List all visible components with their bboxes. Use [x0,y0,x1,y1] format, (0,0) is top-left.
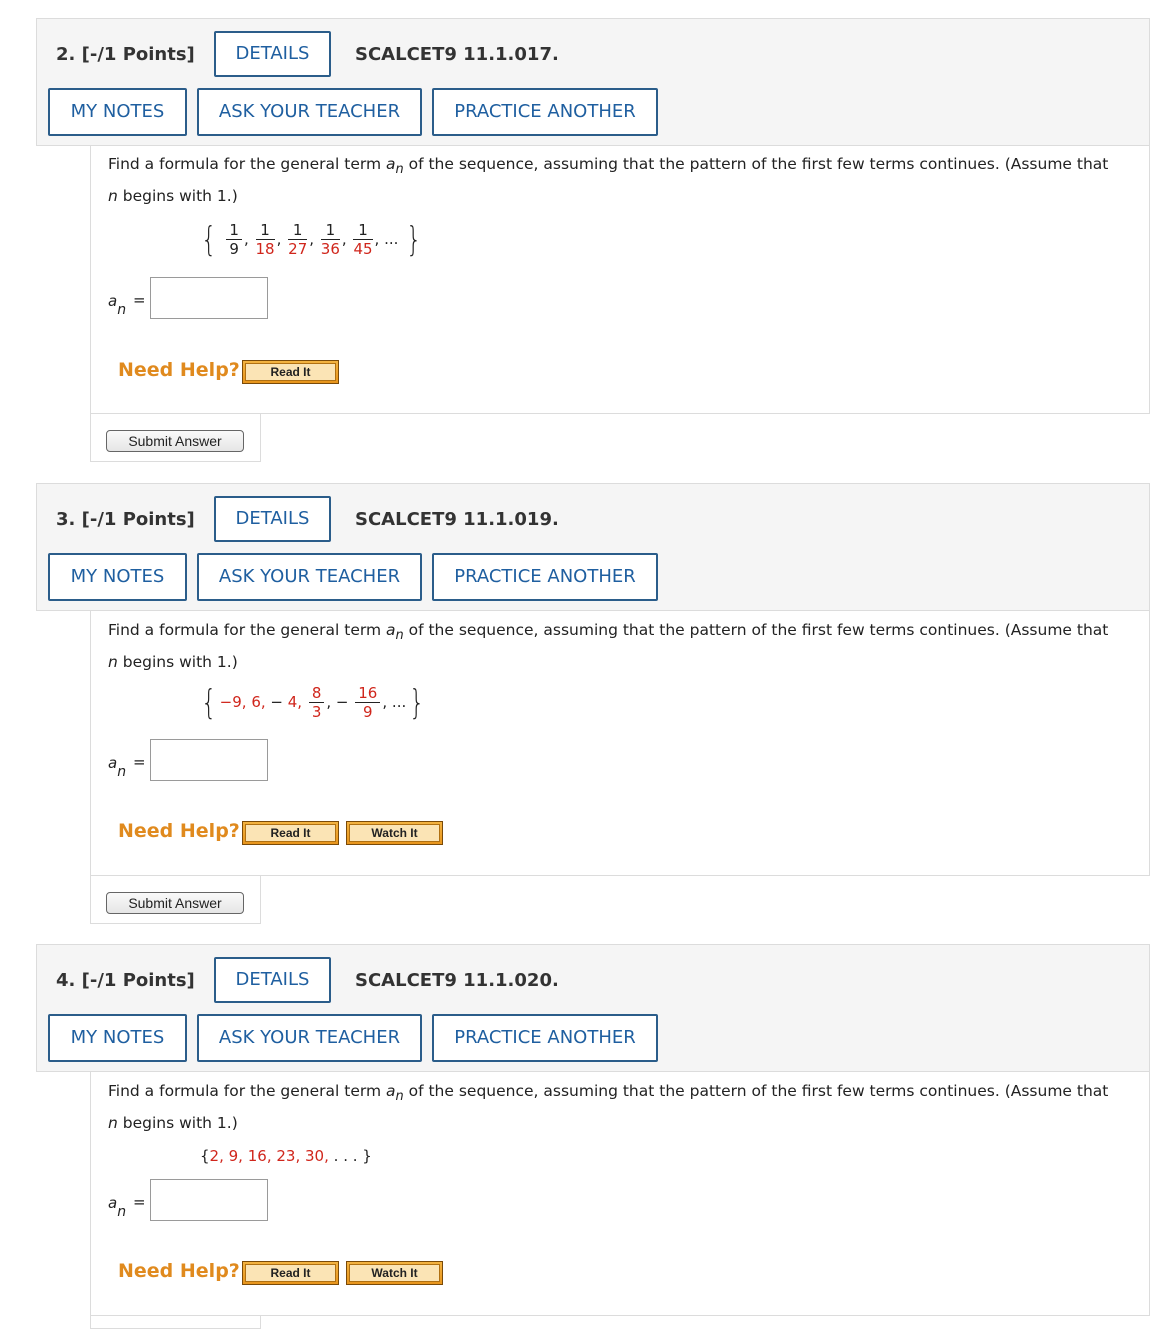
answer-input[interactable] [150,1179,268,1221]
sequence-term: 30, [305,1147,329,1165]
read-it-button[interactable]: Read It [242,821,339,845]
question-id: SCALCET9 11.1.019. [355,509,559,530]
sequence-term: 6, [251,693,266,711]
answer-input[interactable] [150,277,268,319]
question-id: SCALCET9 11.1.020. [355,970,559,991]
sequence-display: { −9, 6, − 4, $\frac{8}{3}$ , − $\frac{16}{9}$ , ...} [201,682,425,723]
sequence-term: $\frac{1}{9}$ [226,221,242,258]
answer-equals: = [133,1193,146,1211]
practice-another-button[interactable]: PRACTICE ANOTHER [432,88,658,136]
answer-input[interactable] [150,739,268,781]
submit-answer-button[interactable]: Submit Answer [106,430,244,452]
sequence-term: 16, [247,1147,272,1165]
details-button[interactable]: DETAILS [214,957,331,1003]
sequence-display: {2, 9, 16, 23, 30, . . . } [200,1147,372,1165]
points-title: 3. [-/1 Points] [56,509,195,530]
read-it-button[interactable]: Read It [242,1261,339,1285]
my-notes-button[interactable]: MY NOTES [48,553,187,601]
need-help-label: Need Help? [118,1260,240,1282]
practice-another-button[interactable]: PRACTICE ANOTHER [432,553,658,601]
answer-label: an [108,1194,127,1220]
read-it-button[interactable]: Read It [242,360,339,384]
sequence-term: $\frac{8}{3}$ [309,684,325,721]
points-title: 4. [-/1 Points] [56,970,195,991]
question-prompt: Find a formula for the general term $a_n$ of the sequence, assuming that the pattern of the first few terms continues. (Assume that n begins with 1.) [108,1082,1109,1133]
sequence-ellipsis: ... [391,693,407,711]
answer-equals: = [133,291,146,309]
question-id: SCALCET9 11.1.017. [355,44,559,65]
points-title: 2. [-/1 Points] [56,44,195,65]
watch-it-button[interactable]: Watch It [346,821,443,845]
need-help-label: Need Help? [118,359,240,381]
sequence-term: $\frac{16}{9}$ [355,684,380,721]
sequence-term: $\frac{1}{18}$ [255,221,275,258]
question-prompt: Find a formula for the general term $a_n$ of the sequence, assuming that the pattern of the first few terms continues. (Assume that n begins with 1.) [108,621,1109,672]
sequence-term: 2, [209,1147,224,1165]
answer-label: an [108,292,127,318]
sequence-term: 23, [276,1147,301,1165]
ask-your-teacher-button[interactable]: ASK YOUR TEACHER [197,1014,422,1062]
sequence-term: $\frac{1}{45}$ [353,221,373,258]
answer-equals: = [133,753,146,771]
sequence-display: { $\frac{1}{9}$ , $\frac{1}{18}$ , $\frac{1}{27}$ , $\frac{1}{36}$ , $\frac{1}{45}$ , ... } [201,219,422,260]
practice-another-button[interactable]: PRACTICE ANOTHER [432,1014,658,1062]
sequence-term: −9, [219,693,247,711]
sequence-term: 4, [287,693,303,711]
sequence-ellipsis: ... [384,230,399,248]
submit-area [90,1316,261,1329]
question-prompt: Find a formula for the general term $a_n$ of the sequence, assuming that the pattern of the first few terms continues. (Assume that n begins with 1.) [108,155,1109,206]
watch-it-button[interactable]: Watch It [346,1261,443,1285]
sequence-term: $\frac{1}{36}$ [320,221,340,258]
submit-answer-button[interactable]: Submit Answer [106,892,244,914]
question-header [36,483,1150,611]
need-help-label: Need Help? [118,820,240,842]
sequence-term: 9, [228,1147,243,1165]
answer-label: an [108,754,127,780]
my-notes-button[interactable]: MY NOTES [48,88,187,136]
sequence-term: $\frac{1}{27}$ [288,221,308,258]
ask-your-teacher-button[interactable]: ASK YOUR TEACHER [197,88,422,136]
ask-your-teacher-button[interactable]: ASK YOUR TEACHER [197,553,422,601]
details-button[interactable]: DETAILS [214,31,331,77]
my-notes-button[interactable]: MY NOTES [48,1014,187,1062]
question-header [36,18,1150,146]
question-header [36,944,1150,1072]
sequence-ellipsis: . . . } [333,1147,372,1165]
details-button[interactable]: DETAILS [214,496,331,542]
